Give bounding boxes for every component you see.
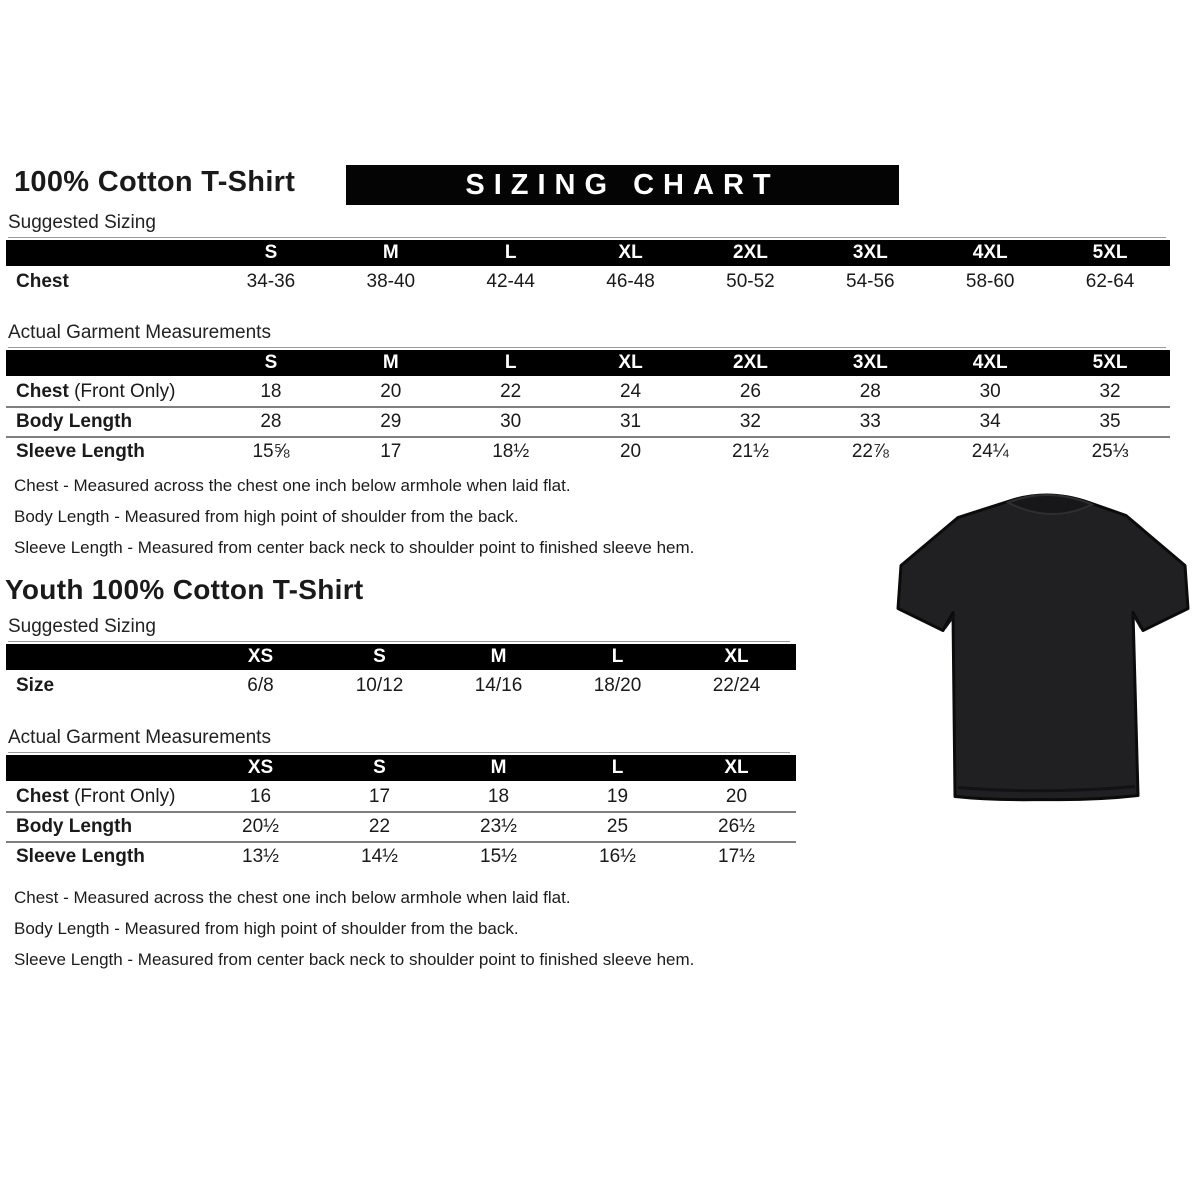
cell: 18/20 [593, 675, 642, 696]
youth-section-title: Youth 100% Cotton T-Shirt [5, 574, 364, 605]
cell: 18 [260, 381, 282, 402]
cell: 30 [500, 411, 522, 432]
cell: 18 [487, 786, 510, 807]
cell: 25⅓ [1091, 441, 1129, 462]
note-line: Chest - Measured across the chest one inch below armhole when laid flat. [14, 888, 571, 907]
cell: 14½ [361, 846, 398, 867]
row-label [6, 271, 211, 293]
cell: 31 [619, 411, 642, 432]
note-line: Body Length - Measured from high point of shoulder from the back. [14, 919, 519, 938]
cell: 22/24 [712, 675, 761, 696]
youth-measurement-notes [14, 888, 1200, 970]
row-label [6, 786, 201, 808]
row-label [6, 411, 211, 433]
table-header-row [6, 240, 1170, 266]
cell: 19 [606, 786, 629, 807]
col-header: 4XL [972, 352, 1008, 373]
cell: 14/16 [474, 675, 523, 696]
col-header: L [504, 352, 517, 373]
cell: 20 [380, 381, 402, 402]
cell: 16½ [599, 846, 636, 867]
row-label [6, 846, 201, 868]
col-header: XL [724, 646, 749, 667]
cell: 33 [859, 411, 881, 432]
col-header: XS [247, 757, 274, 778]
col-header: 2XL [733, 242, 768, 263]
note-line: Sleeve Length - Measured from center back neck to shoulder point to finished sleeve hem. [14, 538, 695, 557]
note-line: Chest - Measured across the chest one inch below armhole when laid flat. [14, 476, 571, 495]
row-label [6, 381, 211, 403]
cell: 24 [619, 381, 642, 402]
row-label [6, 675, 201, 697]
row-label-text: Chest [16, 271, 69, 292]
col-header: L [611, 757, 624, 778]
cell: 20 [725, 786, 748, 807]
cell: 32 [1099, 381, 1121, 402]
col-header: 5XL [1092, 242, 1128, 263]
col-header: S [373, 757, 386, 778]
col-header: M [382, 352, 399, 373]
col-header: L [611, 646, 624, 667]
col-header: S [264, 242, 278, 263]
youth-suggested-sizing-label: Suggested Sizing [8, 616, 790, 642]
cell: 35 [1099, 411, 1121, 432]
cell: 17 [368, 786, 391, 807]
cell: 22⅞ [851, 441, 889, 462]
cell: 50-52 [726, 271, 775, 292]
row-label-text: Sleeve Length [16, 441, 145, 462]
cell: 62-64 [1085, 271, 1135, 292]
cell: 16 [249, 786, 272, 807]
row-label-suffix: (Front Only) [68, 786, 176, 807]
cell: 25 [606, 816, 629, 837]
cell: 58-60 [965, 271, 1015, 292]
table-row [6, 378, 1170, 406]
col-header: M [490, 646, 507, 667]
col-header: 4XL [972, 242, 1008, 263]
tshirt-image [893, 488, 1193, 808]
cell: 32 [739, 411, 761, 432]
cell: 22 [500, 381, 522, 402]
table-row [6, 811, 796, 841]
table-header-row [6, 644, 796, 670]
cell: 29 [380, 411, 402, 432]
youth-actual-measurements-label: Actual Garment Measurements [8, 727, 790, 753]
cell: 21½ [731, 441, 769, 462]
table-header-row [6, 755, 796, 781]
col-header: S [264, 352, 278, 373]
col-header: L [504, 242, 517, 263]
cell: 24¼ [971, 441, 1009, 462]
col-header: XS [247, 646, 274, 667]
cell: 28 [859, 381, 881, 402]
note-line: Sleeve Length - Measured from center back neck to shoulder point to finished sleeve hem. [14, 950, 695, 969]
note-line: Body Length - Measured from high point of shoulder from the back. [14, 507, 519, 526]
col-header: XL [618, 242, 643, 263]
cell: 10/12 [355, 675, 404, 696]
youth-suggested-sizing-table [6, 644, 796, 700]
col-header: XL [724, 757, 749, 778]
cell: 13½ [242, 846, 279, 867]
col-header: 3XL [852, 352, 888, 373]
cell: 38-40 [366, 271, 416, 292]
table-row [6, 672, 796, 700]
tshirt-graphic [893, 488, 1193, 808]
row-label-text: Chest [16, 786, 69, 807]
table-row [6, 783, 796, 811]
cell: 23½ [480, 816, 517, 837]
row-label-text: Body Length [16, 411, 133, 432]
cell: 17 [380, 441, 402, 462]
row-label-text: Chest [16, 381, 69, 402]
youth-actual-measurements-table [6, 755, 796, 871]
header [0, 166, 1200, 212]
col-header: 2XL [733, 352, 768, 373]
cell: 54-56 [846, 271, 895, 292]
cell: 46-48 [606, 271, 655, 292]
col-header: M [382, 242, 399, 263]
col-header: XL [618, 352, 643, 373]
table-row [6, 406, 1170, 436]
adult-actual-measurements-table [6, 350, 1170, 466]
table-header-row [6, 350, 1170, 376]
cell: 34 [979, 411, 1001, 432]
cell: 42-44 [486, 271, 535, 292]
adult-suggested-sizing-label: Suggested Sizing [8, 212, 1166, 238]
row-label [6, 441, 211, 463]
cell: 17½ [718, 846, 755, 867]
cell: 15½ [480, 846, 517, 867]
col-header: 5XL [1092, 352, 1128, 373]
cell: 20 [619, 441, 642, 462]
cell: 6/8 [247, 675, 274, 696]
cell: 18½ [492, 441, 530, 462]
col-header: S [373, 646, 386, 667]
cell: 20½ [242, 816, 279, 837]
cell: 30 [979, 381, 1001, 402]
cell: 22 [368, 816, 391, 837]
cell: 26 [739, 381, 761, 402]
row-label-suffix: (Front Only) [68, 381, 176, 402]
table-row [6, 436, 1170, 466]
cell: 28 [260, 411, 282, 432]
row-label-text: Size [16, 675, 55, 696]
cell: 34-36 [246, 271, 296, 292]
table-row [6, 268, 1170, 296]
col-header: 3XL [852, 242, 888, 263]
row-label-text: Body Length [16, 816, 133, 837]
sizing-chart-banner: SIZING CHART [346, 165, 899, 205]
page-title: 100% Cotton T-Shirt [14, 166, 296, 198]
adult-suggested-sizing-table [6, 240, 1170, 296]
cell: 26½ [718, 816, 755, 837]
row-label-text: Sleeve Length [16, 846, 145, 867]
row-label [6, 816, 201, 838]
adult-actual-measurements-label: Actual Garment Measurements [8, 322, 1166, 348]
cell: 15⅝ [252, 441, 290, 462]
col-header: M [490, 757, 507, 778]
table-row [6, 841, 796, 871]
